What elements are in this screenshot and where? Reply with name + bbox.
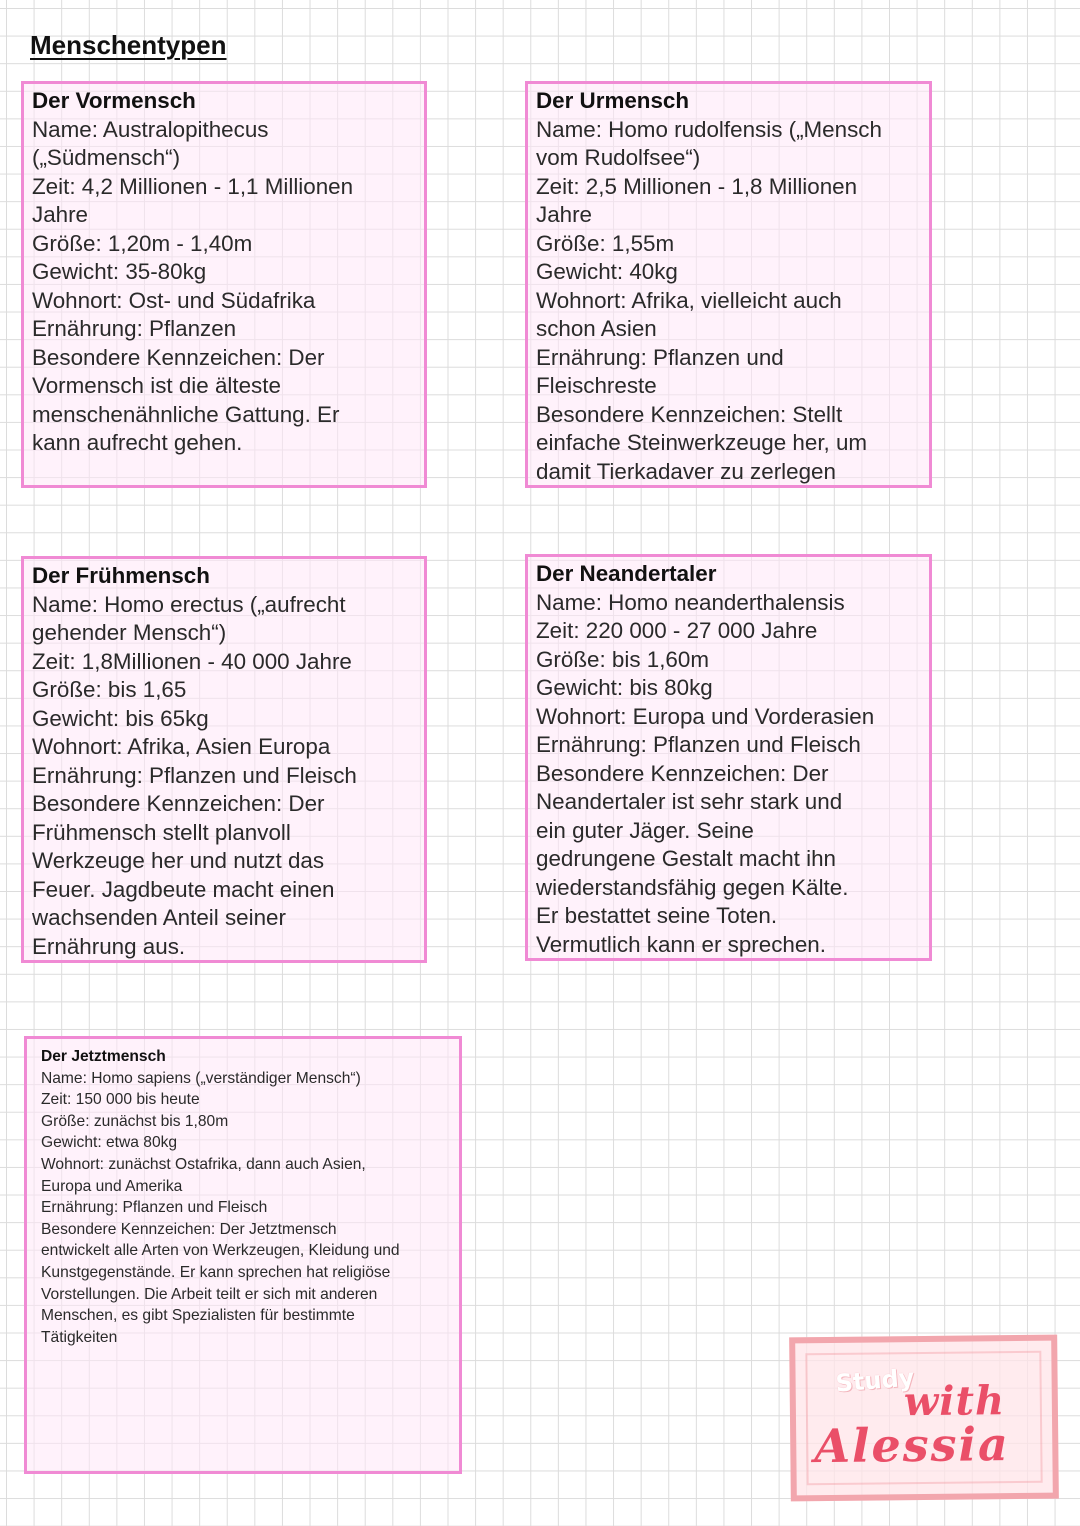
card-line: Vormensch ist die älteste <box>32 373 281 398</box>
card-line: Wohnort: Afrika, Asien Europa <box>32 734 331 759</box>
card-line: Wohnort: Ost- und Südafrika <box>32 287 316 313</box>
watermark-with: with <box>903 1377 1006 1426</box>
card-title: Der Neandertaler <box>536 561 717 586</box>
card-line: Jahre <box>32 202 89 227</box>
card-line: Neandertaler ist sehr stark und <box>536 789 843 814</box>
card-line: wiederstandsfähig gegen Kälte. <box>536 874 849 900</box>
card-line: Europa und Amerika <box>41 1177 183 1195</box>
card-line: („Südmensch“) <box>32 145 181 170</box>
card-line: damit Tierkadaver zu zerlegen <box>536 458 836 484</box>
card-fruehmensch <box>21 556 427 963</box>
card-line: Kunstgegenstände. Er kann sprechen hat religiöse <box>41 1263 391 1281</box>
card-line: Wohnort: Europa und Vorderasien <box>536 703 875 729</box>
card-line: schon Asien <box>536 316 657 341</box>
card-line: Zeit: 2,5 Millionen - 1,8 Millionen <box>536 173 858 199</box>
card-line: Gewicht: 40kg <box>536 259 678 284</box>
card-line: Größe: zunächst bis 1,80m <box>41 1112 229 1130</box>
card-title: Der Urmensch <box>536 88 690 113</box>
card-line: Name: Homo sapiens („verständiger Mensch“) <box>41 1069 361 1087</box>
card-urmensch <box>525 81 932 488</box>
card-title: Der Frühmensch <box>32 563 210 588</box>
card-line: wachsenden Anteil seiner <box>32 905 286 930</box>
card-line: Besondere Kennzeichen: Der <box>32 791 325 816</box>
card-jetztmensch <box>24 1036 462 1474</box>
card-line: entwickelt alle Arten von Werkzeugen, Kleidung und <box>41 1242 400 1260</box>
card-line: Besondere Kennzeichen: Der <box>32 344 325 370</box>
card-title: Der Jetztmensch <box>41 1048 166 1065</box>
card-line: einfache Steinwerkzeuge her, um <box>536 430 868 455</box>
card-line: Feuer. Jagdbeute macht einen <box>32 876 335 902</box>
card-vormensch <box>21 81 427 488</box>
card-line: Größe: bis 1,65 <box>32 677 187 702</box>
watermark-alessia: Alessia <box>814 1417 1011 1474</box>
card-line: Fleischreste <box>536 373 657 398</box>
card-line: Gewicht: bis 80kg <box>536 675 713 700</box>
card-line: Menschen, es gibt Spezialisten für bestimmte <box>41 1307 355 1325</box>
card-line: Name: Homo neanderthalensis <box>536 589 845 615</box>
card-line: Gewicht: bis 65kg <box>32 705 209 731</box>
card-line: Wohnort: zunächst Ostafrika, dann auch Asien, <box>41 1155 366 1173</box>
card-line: Name: Homo rudolfensis („Mensch <box>536 116 882 142</box>
card-line: gehender Mensch“) <box>32 620 227 645</box>
card-line: kann aufrecht gehen. <box>32 430 243 455</box>
card-line: Größe: 1,55m <box>536 230 675 256</box>
watermark-study: Study <box>834 1363 916 1398</box>
card-line: Besondere Kennzeichen: Stellt <box>536 401 843 427</box>
card-line: Name: Australopithecus <box>32 116 269 142</box>
card-line: Zeit: 4,2 Millionen - 1,1 Millionen <box>32 173 354 199</box>
card-line: Frühmensch stellt planvoll <box>32 819 291 845</box>
page-title: Menschentypen <box>30 30 227 60</box>
card-line: Zeit: 1,8Millionen - 40 000 Jahre <box>32 648 352 674</box>
card-line: Größe: 1,20m - 1,40m <box>32 230 253 256</box>
card-line: Ernährung: Pflanzen und Fleisch <box>41 1199 268 1217</box>
watermark-stamp <box>789 1335 1059 1502</box>
card-line: Tätigkeiten <box>41 1328 118 1346</box>
card-line: Ernährung: Pflanzen und <box>536 344 784 370</box>
card-line: Ernährung: Pflanzen und Fleisch <box>32 762 357 788</box>
card-line: Zeit: 150 000 bis heute <box>41 1091 200 1109</box>
card-line: Vorstellungen. Die Arbeit teilt er sich mit anderen <box>41 1285 378 1303</box>
card-line: Werkzeuge her und nutzt das <box>32 848 325 873</box>
card-line: Gewicht: 35-80kg <box>32 259 207 284</box>
card-line: Wohnort: Afrika, vielleicht auch <box>536 287 842 313</box>
card-line: Er bestattet seine Toten. <box>536 903 778 928</box>
card-line: Name: Homo erectus („aufrecht <box>32 591 346 617</box>
card-title: Der Vormensch <box>32 88 196 113</box>
card-line: Ernährung: Pflanzen und Fleisch <box>536 732 861 757</box>
card-line: Größe: bis 1,60m <box>536 646 709 672</box>
card-line: Gewicht: etwa 80kg <box>41 1134 178 1152</box>
card-line: vom Rudolfsee“) <box>536 145 701 170</box>
card-neandertaler <box>525 554 932 961</box>
card-line: menschenähnliche Gattung. Er <box>32 401 340 427</box>
card-line: Besondere Kennzeichen: Der Jetztmensch <box>41 1220 337 1238</box>
card-line: Ernährung: Pflanzen <box>32 316 237 341</box>
card-line: Jahre <box>536 202 593 227</box>
card-line: Ernährung aus. <box>32 933 186 959</box>
card-line: ein guter Jäger. Seine <box>536 817 754 843</box>
card-line: Besondere Kennzeichen: Der <box>536 760 829 786</box>
card-line: Vermutlich kann er sprechen. <box>536 931 826 957</box>
card-line: Zeit: 220 000 - 27 000 Jahre <box>536 618 818 643</box>
card-line: gedrungene Gestalt macht ihn <box>536 846 836 871</box>
